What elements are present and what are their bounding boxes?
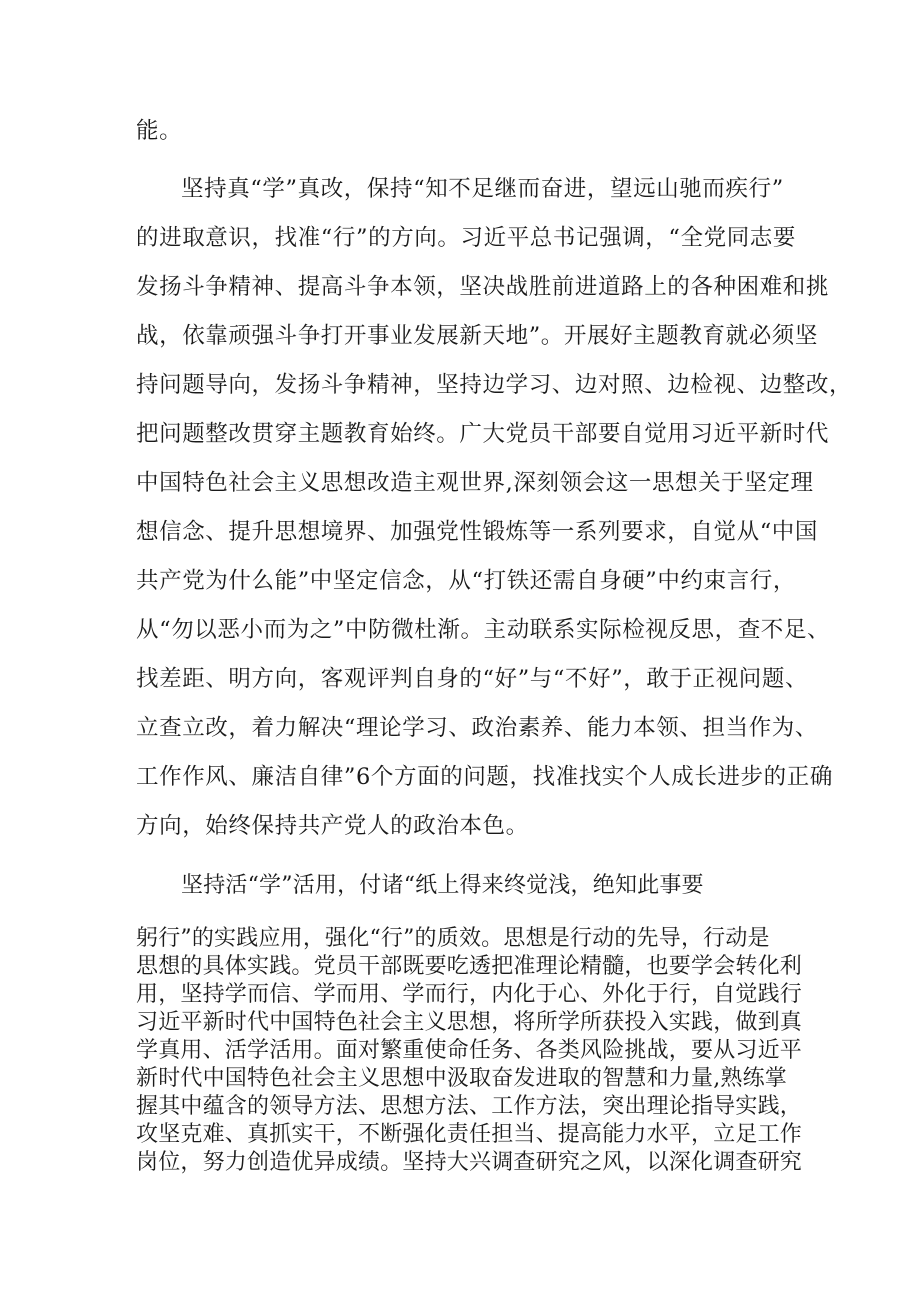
- text-line: 习近平新时代中国特色社会主义思想，将所学所获投入实践，做到真: [136, 1010, 803, 1035]
- text-line: 持问题导向，发扬斗争精神，坚持边学习、边对照、边检视、边整改，: [136, 372, 853, 398]
- text-line: 岗位，努力创造优异成绩。坚持大兴调查研究之风，以深化调查研究: [136, 1150, 803, 1175]
- text-line: 发扬斗争精神、提高斗争本领，坚决战胜前进道路上的各种困难和挑: [136, 274, 830, 300]
- text-line: 握其中蕴含的领导方法、思想方法、工作方法，突出理论指导实践，: [136, 1094, 803, 1119]
- text-line: 工作作风、廉洁自律”6个方面的问题，找准找实个人成长进步的正确: [136, 764, 833, 790]
- text-line: 中国特色社会主义思想改造主观世界,深刻领会这一思想关于坚定理: [136, 470, 814, 496]
- text-line: 方向，始终保持共产党人的政治本色。: [136, 813, 529, 839]
- text-line: 把问题整改贯穿主题教育始终。广大党员干部要自觉用习近平新时代: [136, 421, 830, 447]
- text-line: 共产党为什么能”中坚定信念，从“打铁还需自身硬”中约束言行，: [136, 568, 797, 594]
- text-line: 攻坚克难、真抓实干，不断强化责任担当、提高能力水平，立足工作: [136, 1122, 803, 1147]
- text-line: 从“勿以恶小而为之”中防微杜渐。主动联系实际检视反思，查不足、: [136, 617, 831, 643]
- text-line: 坚持真“学”真改，保持“知不足继而奋进，望远山驰而疾行”: [181, 176, 784, 202]
- text-line: 立查立改，着力解决“理论学习、政治素养、能力本领、担当作为、: [136, 715, 819, 741]
- text-line: 能。: [136, 118, 183, 144]
- text-line: 的进取意识，找准“行”的方向。习近平总书记强调，“全党同志要: [136, 225, 797, 251]
- text-line: 坚持活“学”活用，付诸“纸上得来终觉浅，绝知此事要: [181, 873, 704, 898]
- text-line: 想信念、提升思想境界、加强党性锻炼等一系列要求，自觉从“中国: [136, 519, 819, 545]
- text-line: 学真用、活学活用。面对繁重使命任务、各类风险挑战，要从习近平: [136, 1038, 803, 1063]
- text-line: 躬行”的实践应用，强化“行”的质效。思想是行动的先导，行动是: [136, 926, 770, 951]
- text-line: 思想的具体实践。党员干部既要吃透把准理论精髓，也要学会转化利: [136, 954, 803, 979]
- text-line: 找差距、明方向，客观评判自身的“好”与“不好”，敢于正视问题、: [136, 666, 809, 692]
- text-line: 用，坚持学而信、学而用、学而行，内化于心、外化于行，自觉践行: [136, 982, 803, 1007]
- text-line: 新时代中国特色社会主义思想中汲取奋发进取的智慧和力量,熟练掌: [136, 1066, 787, 1091]
- text-line: 战，依靠顽强斗争打开事业发展新天地”。开展好主题教育就必须坚: [136, 323, 819, 349]
